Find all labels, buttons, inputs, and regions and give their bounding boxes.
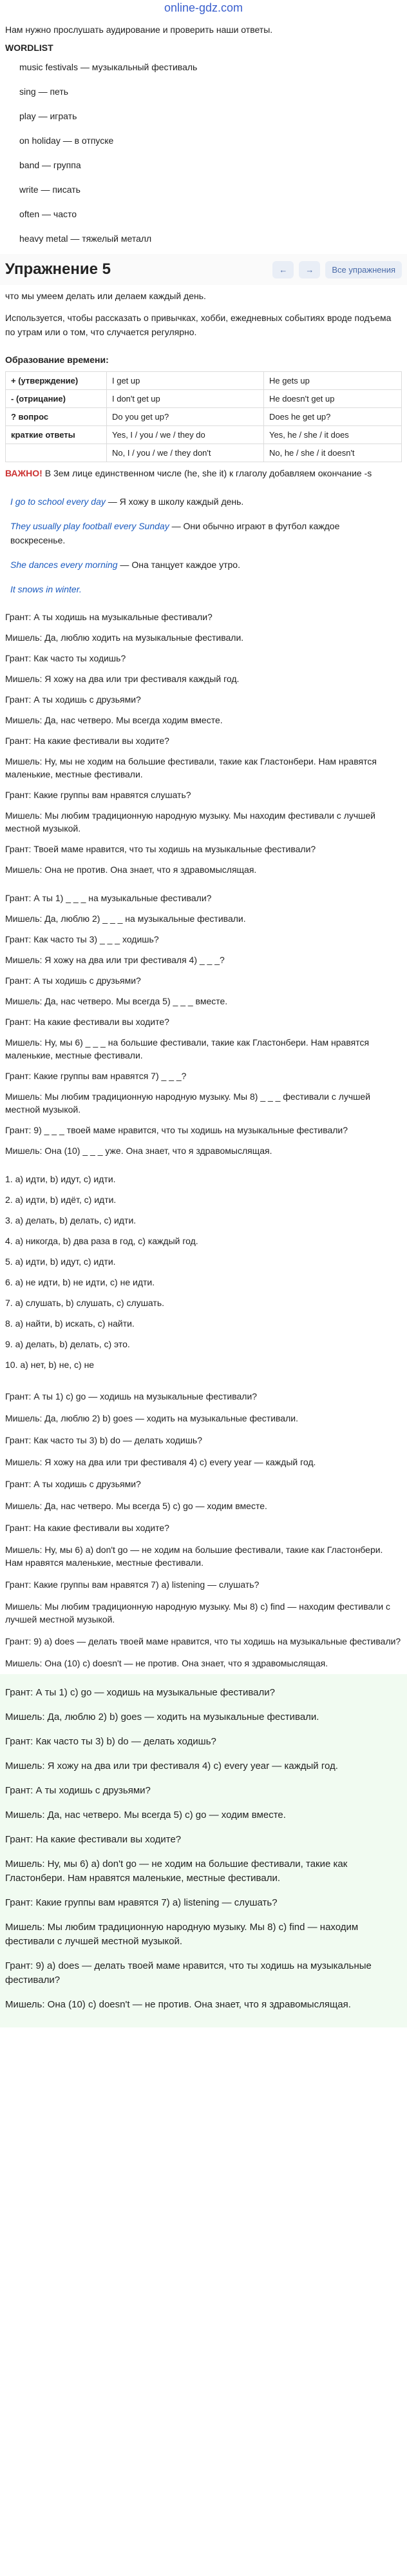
wordlist-item: band — группа — [19, 160, 81, 170]
dialog-translation — [0, 603, 407, 884]
dialog-line: Мишель: Да, нас четверо. Мы всегда 5) _ _ _ вместе. — [5, 996, 228, 1006]
dialog-line: Мишель: Она не против. Она знает, что я здравомыслящая. — [5, 864, 257, 875]
dialog-line: Грант: Какие группы вам нравятся слушать? — [5, 790, 191, 800]
dialog-line: Грант: А ты 1) _ _ _ на музыкальные фестивали? — [5, 893, 212, 903]
table-cell-label — [6, 444, 107, 462]
final-answer-line: Мишель: Мы любим традиционную народную музыку. Мы 8) c) find — находим фестивали с лучшей местной музыкой. — [5, 1922, 359, 1947]
dialog-line: Мишель: Да, люблю 2) _ _ _ на музыкальные фестивали. — [5, 913, 246, 924]
dialog-line: Мишель: Да, нас четверо. Мы всегда ходим вместе. — [5, 715, 223, 725]
dialog-line: Грант: А ты ходишь с друзьями? — [5, 975, 141, 986]
option-line: 4. а) никогда, b) два раза в год, c) каждый год. — [5, 1236, 198, 1246]
dialog-line: Грант: На какие фестивали вы ходите? — [5, 1017, 169, 1027]
dialog-line: Мишель: Ну, мы 6) _ _ _ на большие фестивали, такие как Гластонбери. Нам нравятся маленькие, местные фестивали. — [5, 1037, 370, 1060]
example-line: It snows in winter. — [10, 584, 82, 594]
important-note — [0, 462, 407, 484]
next-button[interactable]: → — [299, 261, 320, 278]
table-cell: He gets up — [263, 372, 401, 390]
final-answer-line: Мишель: Я хожу на два или три фестиваля 4) c) every year — каждый год. — [5, 1761, 338, 1771]
dialog-line: Грант: На какие фестивали вы ходите? — [5, 736, 169, 746]
final-answer-line: Мишель: Она (10) c) doesn't — не против. Она знает, что я здравомыслящая. — [5, 1999, 351, 2010]
table-cell: Does he get up? — [263, 408, 401, 426]
final-answer-line: Грант: Как часто ты 3) b) do — делать ходишь? — [5, 1736, 216, 1747]
answers-list — [0, 1379, 407, 1674]
paragraph: Используется, чтобы рассказать о привычках, хобби, ежедневных событиях вроде подъема по утрам или о том, что случается регулярно. — [5, 313, 392, 337]
note-text: В 3ем лице единственном числе (he, she it) к глаголу добавляем окончание -s — [42, 468, 372, 478]
option-line: 7. а) слушать, b) слушать, c) слушать. — [5, 1298, 164, 1308]
final-answer-line: Грант: А ты ходишь с друзьями? — [5, 1785, 151, 1796]
final-answer-line: Грант: На какие фестивали вы ходите? — [5, 1834, 182, 1845]
answer-line: Грант: На какие фестивали вы ходите? — [5, 1523, 169, 1533]
option-line: 3. а) делать, b) делать, c) идти. — [5, 1215, 137, 1225]
answer-line: Грант: 9) a) does — делать твоей маме нравится, что ты ходишь на музыкальные фестивали? — [5, 1636, 401, 1646]
answer-line: Грант: Какие группы вам нравятся 7) a) listening — слушать? — [5, 1579, 260, 1590]
dialog-line: Мишель: Да, люблю ходить на музыкальные фестивали. — [5, 632, 244, 643]
option-line: 9. а) делать, b) делать, c) это. — [5, 1339, 130, 1349]
wordlist-item: heavy metal — тяжелый металл — [19, 233, 152, 244]
example-line: They usually play football every Sunday — Они обычно играют в футбол каждое воскресенье. — [10, 521, 340, 545]
table-cell: No, I / you / we / they don't — [107, 444, 264, 462]
option-line: 8. а) найти, b) искать, c) найти. — [5, 1318, 135, 1329]
answer-line: Мишель: Да, люблю 2) b) goes — ходить на музыкальные фестивали. — [5, 1413, 298, 1423]
dialog-line: Мишель: Она (10) _ _ _ уже. Она знает, что я здравомыслящая. — [5, 1146, 272, 1156]
answer-line: Мишель: Ну, мы 6) a) don't go — не ходим на большие фестивали, такие как Гластонбери. Нам нравятся маленькие, местные фестивали. — [5, 1545, 383, 1568]
prev-button[interactable]: ← — [272, 261, 294, 278]
table-cell-label: краткие ответы — [6, 426, 107, 444]
dialog-gaps — [0, 884, 407, 1165]
final-answer-line: Мишель: Ну, мы 6) a) don't go — не ходим на большие фестивали, такие как Гластонбери. Нам нравятся маленькие, местные фестивали. — [5, 1859, 348, 1884]
dialog-line: Грант: Как часто ты 3) _ _ _ ходишь? — [5, 934, 159, 944]
all-exercises-button[interactable]: Все упражнения — [325, 261, 402, 278]
exercise-header — [0, 254, 407, 285]
example-line: She dances every morning — Она танцует каждое утро. — [10, 560, 240, 570]
dialog-line: Грант: 9) _ _ _ твоей маме нравится, что ты ходишь на музыкальные фестивали? — [5, 1125, 348, 1135]
table-row — [6, 390, 402, 408]
final-answer-line: Мишель: Да, нас четверо. Мы всегда 5) c) go — ходим вместе. — [5, 1810, 286, 1820]
table-row — [6, 408, 402, 426]
table-cell: Yes, he / she / it does — [263, 426, 401, 444]
table-cell: I don't get up — [107, 390, 264, 408]
table-row — [6, 372, 402, 390]
paragraph: что мы умеем делать или делаем каждый день. — [5, 291, 206, 301]
answer-line: Мишель: Мы любим традиционную народную музыку. Мы 8) c) find — находим фестивали с лучшей местной музыкой. — [5, 1601, 391, 1625]
site-watermark: online-gdz.com — [164, 1, 243, 14]
dialog-line: Грант: Твоей маме нравится, что ты ходишь на музыкальные фестивали? — [5, 844, 316, 854]
table-cell-label: ? вопрос — [6, 408, 107, 426]
answer-line: Мишель: Она (10) c) doesn't — не против. Она знает, что я здравомыслящая. — [5, 1658, 328, 1668]
note-bold: ВАЖНО! — [5, 468, 43, 478]
table-cell: Yes, I / you / we / they do — [107, 426, 264, 444]
table-cell: No, he / she / it doesn't — [263, 444, 401, 462]
table-row — [6, 426, 402, 444]
table-cell-label: + (утверждение) — [6, 372, 107, 390]
option-line: 10. а) нет, b) не, c) не — [5, 1360, 95, 1370]
option-line: 6. а) не идти, b) не идти, c) не идти. — [5, 1277, 155, 1287]
section-title: Образование времени: — [5, 355, 109, 365]
options-list — [0, 1165, 407, 1379]
table-cell: He doesn't get up — [263, 390, 401, 408]
answer-line: Мишель: Я хожу на два или три фестиваля 4) c) every year — каждый год. — [5, 1457, 316, 1467]
table-cell: I get up — [107, 372, 264, 390]
exercise-title: Упражнение 5 — [5, 260, 111, 278]
dialog-line: Грант: А ты ходишь с друзьями? — [5, 694, 141, 705]
dialog-line: Грант: Как часто ты ходишь? — [5, 653, 126, 663]
table-cell: Do you get up? — [107, 408, 264, 426]
table-cell-label: - (отрицание) — [6, 390, 107, 408]
wordlist-item: sing — петь — [19, 86, 69, 97]
dialog-line: Грант: А ты ходишь на музыкальные фестивали? — [5, 612, 213, 622]
answer-line: Грант: А ты ходишь с друзьями? — [5, 1479, 141, 1489]
dialog-line: Мишель: Я хожу на два или три фестиваля каждый год. — [5, 674, 240, 684]
wordlist-title: WORDLIST — [5, 43, 53, 53]
dialog-line: Мишель: Я хожу на два или три фестиваля 4) _ _ _? — [5, 955, 225, 965]
intro-text: Нам нужно прослушать аудирование и проверить наши ответы. — [5, 24, 273, 35]
dialog-line: Грант: Какие группы вам нравятся 7) _ _ _? — [5, 1071, 187, 1081]
table-row — [6, 444, 402, 462]
answer-line: Грант: Как часто ты 3) b) do — делать ходишь? — [5, 1435, 203, 1445]
example-line: I go to school every day — Я хожу в школу каждый день. — [10, 496, 244, 507]
exercise-actions — [272, 261, 402, 278]
option-line: 5. а) идти, b) идут, c) идти. — [5, 1256, 116, 1267]
wordlist-item: on holiday — в отпуске — [19, 135, 114, 146]
answer-line: Мишель: Да, нас четверо. Мы всегда 5) c) go — ходим вместе. — [5, 1501, 267, 1511]
answer-line: Грант: А ты 1) c) go — ходишь на музыкальные фестивали? — [5, 1391, 258, 1401]
option-line: 2. а) идти, b) идёт, c) идти. — [5, 1195, 117, 1205]
final-answer-line: Грант: Какие группы вам нравятся 7) a) listening — слушать? — [5, 1897, 278, 1908]
dialog-line: Мишель: Мы любим традиционную народную музыку. Мы находим фестивали с лучшей местной музыкой. — [5, 810, 375, 834]
final-answer-line: Мишель: Да, люблю 2) b) goes — ходить на музыкальные фестивали. — [5, 1712, 319, 1722]
final-answer-line: Грант: А ты 1) c) go — ходишь на музыкальные фестивали? — [5, 1687, 275, 1698]
dialog-line: Мишель: Мы любим традиционную народную музыку. Мы 8) _ _ _ фестивали с лучшей местной музыкой. — [5, 1091, 371, 1115]
option-line: 1. а) идти, b) идут, c) идти. — [5, 1174, 116, 1184]
wordlist-item: often — часто — [19, 209, 77, 219]
dialog-line: Мишель: Ну, мы не ходим на большие фестивали, такие как Гластонбери. Нам нравятся маленькие, местные фестивали. — [5, 756, 377, 779]
grammar-table — [5, 371, 402, 462]
wordlist-item: music festivals — музыкальный фестиваль — [19, 62, 198, 72]
final-answer-line: Грант: 9) a) does — делать твоей маме нравится, что ты ходишь на музыкальные фестивали? — [5, 1960, 372, 1986]
wordlist-item: write — писать — [19, 184, 80, 195]
examples-list — [0, 484, 407, 603]
wordlist — [0, 58, 407, 254]
final-answers-block — [0, 1674, 407, 2027]
wordlist-item: play — играть — [19, 111, 77, 121]
